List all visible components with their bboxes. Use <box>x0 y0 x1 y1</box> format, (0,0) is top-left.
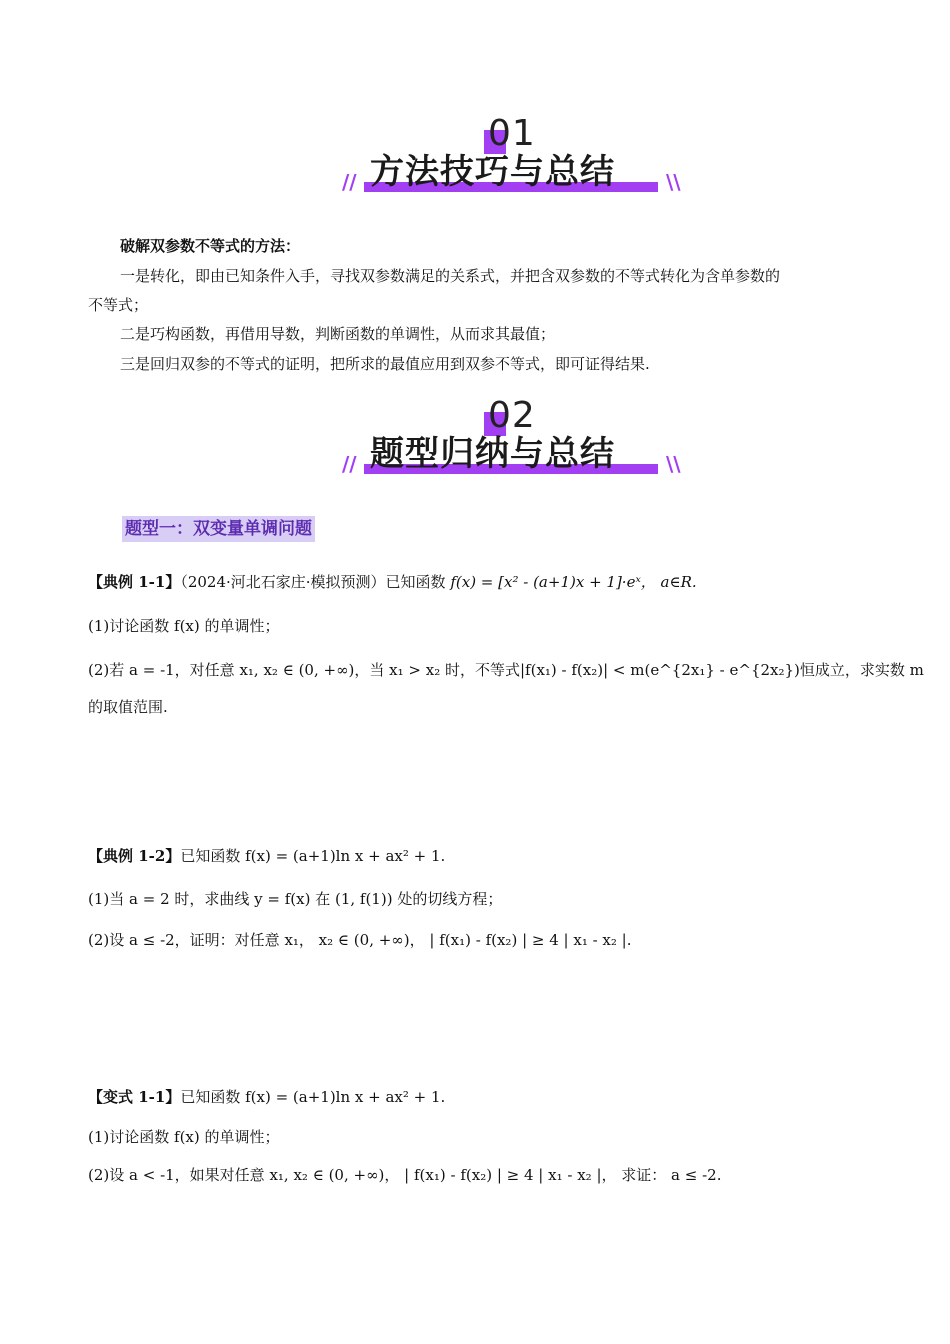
question-2-continued: 的取值范围. <box>88 698 168 716</box>
method-line-3: 三是回归双参的不等式的证明，把所求的最值应用到双参不等式，即可证得结果. <box>120 355 650 373</box>
variant-label: 【变式 1-1】 <box>88 1088 181 1106</box>
section-number: 02 <box>488 395 536 436</box>
section-title: 题型归纳与总结 <box>370 434 615 474</box>
section-banner-02 <box>340 395 681 488</box>
variant-1-1-stem <box>88 1087 445 1107</box>
method-line-2: 二是巧构函数，再借用导数，判断函数的单调性，从而求其最值； <box>120 325 556 343</box>
slash-decoration-right: \\ <box>666 170 681 194</box>
slash-decoration-left: // <box>342 170 357 194</box>
variant-text: 已知函数 f(x) = (a+1)ln x + ax² + 1. <box>180 1088 446 1106</box>
method-line-1b: 不等式； <box>88 296 149 314</box>
question-1: (1)讨论函数 f(x) 的单调性； <box>88 1128 280 1146</box>
question-1: (1)讨论函数 f(x) 的单调性； <box>88 617 280 635</box>
method-heading: 破解双参数不等式的方法： <box>120 237 301 255</box>
example-1-2-stem <box>88 846 445 866</box>
type-heading: 题型一：双变量单调问题 <box>122 516 315 542</box>
section-title: 方法技巧与总结 <box>370 152 615 192</box>
question-2: (2)设 a < -1，如果对任意 x₁, x₂ ∈ (0, +∞)， | f(x₁) - f(x₂) | ≥ 4 | x₁ - x₂ |， 求证： a ≤ -2. <box>88 1166 722 1184</box>
example-1-1-stem <box>88 572 697 592</box>
slash-decoration-right: \\ <box>666 452 681 476</box>
example-label: 【典例 1-2】 <box>88 847 181 865</box>
condition: a∈R. <box>660 573 697 591</box>
function-formula: f(x) = [x² - (a+1)x + 1]·eˣ， <box>450 573 656 591</box>
slash-decoration-left: // <box>342 452 357 476</box>
example-text: 已知函数 f(x) = (a+1)ln x + ax² + 1. <box>180 847 446 865</box>
question-2: (2)设 a ≤ -2，证明：对任意 x₁， x₂ ∈ (0, +∞)， | f(x₁) - f(x₂) | ≥ 4 | x₁ - x₂ |. <box>88 931 632 949</box>
section-banner-01 <box>340 113 681 206</box>
method-line-1: 一是转化，即由已知条件入手，寻找双参数满足的关系式，并把含双参数的不等式转化为含单参数的 <box>120 267 781 285</box>
question-2: (2)若 a = -1，对任意 x₁, x₂ ∈ (0, +∞)，当 x₁ > x₂ 时，不等式|f(x₁) - f(x₂)| < m(e^{2x₁} - e^{2x₂})恒成立，求实数 m <box>88 661 924 679</box>
example-source: （2024·河北石家庄·模拟预测）已知函数 <box>180 573 446 591</box>
section-number: 01 <box>488 113 536 154</box>
question-1: (1)当 a = 2 时，求曲线 y = f(x) 在 (1, f(1)) 处的切线方程； <box>88 890 503 908</box>
example-label: 【典例 1-1】 <box>88 573 181 591</box>
